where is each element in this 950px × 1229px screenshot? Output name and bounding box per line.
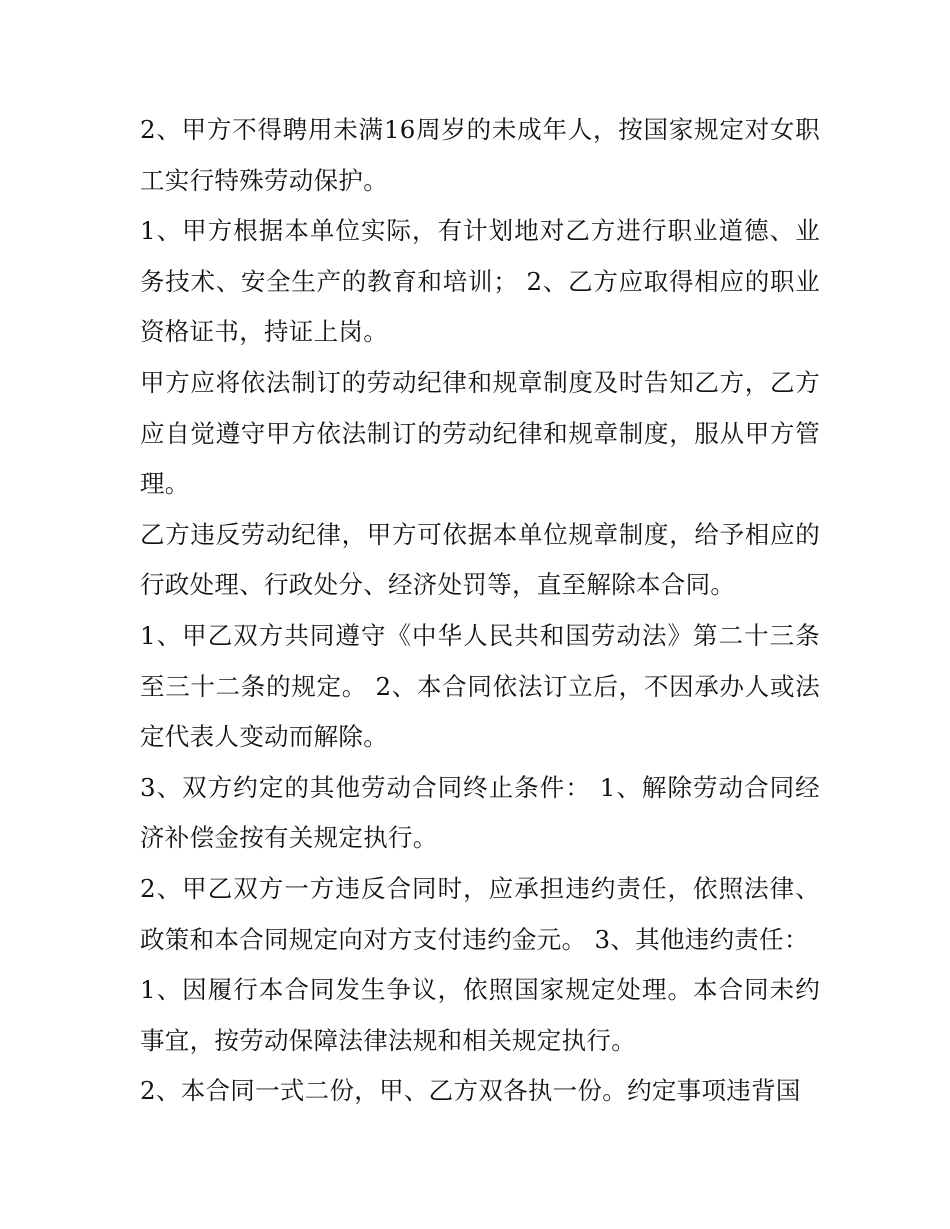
paragraph-female-worker-protection: 2、甲方不得聘用未满16周岁的未成年人，按国家规定对女职工实行特殊劳动保护。 <box>140 115 820 195</box>
paragraph-dispute-resolution: 1、因履行本合同发生争议，依照国家规定处理。本合同未约事宜，按劳动保障法律法规和相关规定执行。 <box>140 975 820 1055</box>
paragraph-labor-law-compliance: 1、甲乙双方共同遵守《中华人民共和国劳动法》第二十三条至三十二条的规定。 2、本合同依法订立后，不因承办人或法定代表人变动而解除。 <box>140 620 820 752</box>
paragraph-contract-copies: 2、本合同一式二份，甲、乙方双各执一份。约定事项违背国 <box>140 1076 801 1106</box>
paragraph-termination-conditions: 3、双方约定的其他劳动合同终止条件： 1、解除劳动合同经济补偿金按有关规定执行。 <box>140 772 820 853</box>
document-body <box>140 105 820 1117</box>
paragraph-training: 1、甲方根据本单位实际，有计划地对乙方进行职业道德、业务技术、安全生产的教育和培训； 2、乙方应取得相应的职业资格证书，持证上岗。 <box>140 216 820 347</box>
paragraph-discipline-violation: 乙方违反劳动纪律，甲方可依据本单位规章制度，给予相应的行政处理、行政处分、经济处罚等，直至解除本合同。 <box>140 519 820 600</box>
paragraph-labor-discipline: 甲方应将依法制订的劳动纪律和规章制度及时告知乙方，乙方应自觉遵守甲方依法制订的劳动纪律和规章制度，服从甲方管理。 <box>140 367 820 499</box>
paragraph-breach-liability: 2、甲乙双方一方违反合同时，应承担违约责任，依照法律、政策和本合同规定向对方支付违约金元。 3、其他违约责任： <box>140 873 820 954</box>
